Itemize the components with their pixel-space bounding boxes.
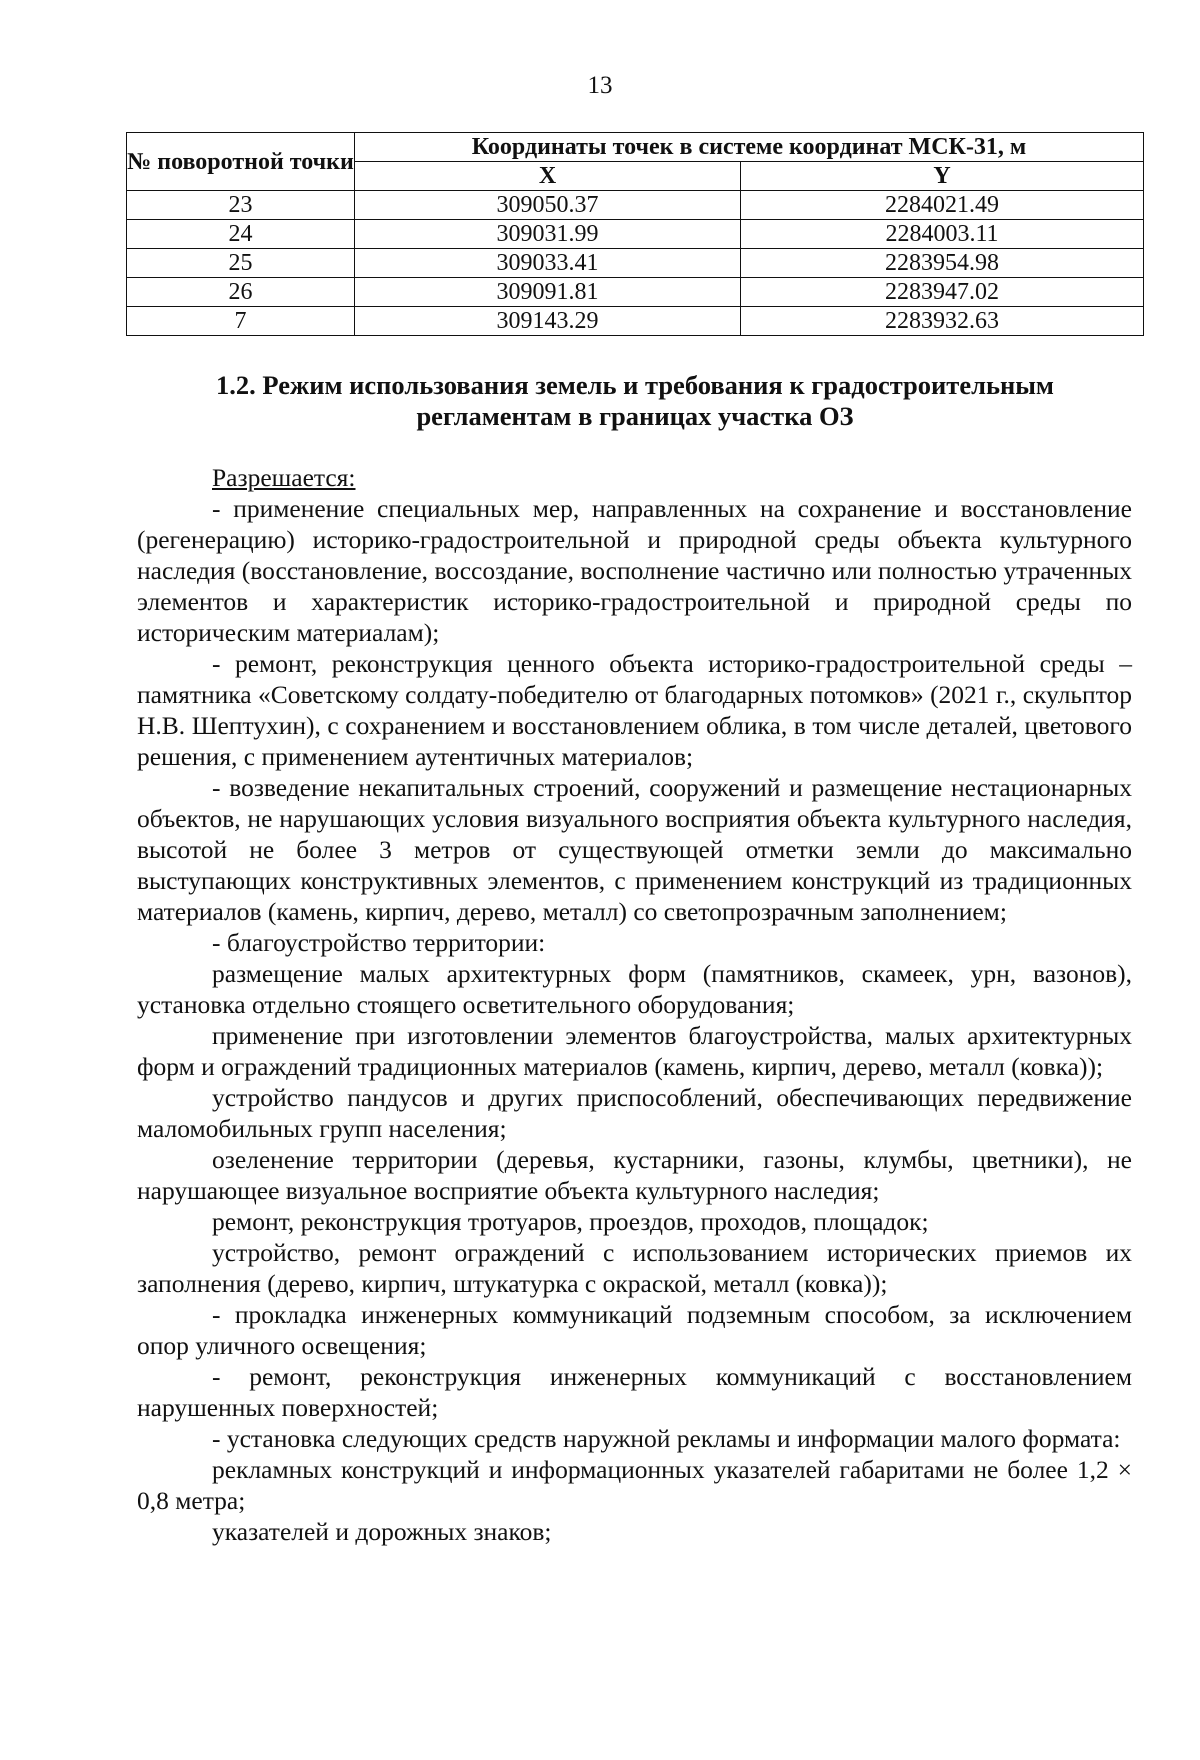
x-cell: 309031.99 (355, 220, 741, 249)
table-row (127, 191, 1144, 220)
section-heading (126, 370, 1144, 432)
paragraph: ремонт, реконструкция тротуаров, проездов, проходов, площадок; (212, 1207, 929, 1236)
paragraph: - ремонт, реконструкция инженерных коммуникаций с восстановлением нарушенных поверхностей; (137, 1362, 1132, 1422)
table-row (127, 278, 1144, 307)
section-heading-line1: 1.2. Режим использования земель и требования к градостроительным (216, 370, 1054, 400)
point-cell: 25 (127, 249, 355, 278)
paragraph: - прокладка инженерных коммуникаций подземным способом, за исключением опор уличного освещения; (137, 1300, 1132, 1360)
point-cell: 24 (127, 220, 355, 249)
table-row (127, 249, 1144, 278)
paragraph: устройство, ремонт ограждений с использованием исторических приемов их заполнения (дерево, кирпич, штукатурка с окраской, металл (ковка)); (137, 1238, 1132, 1298)
permitted-label: Разрешается: (212, 463, 356, 492)
paragraph: применение при изготовлении элементов благоустройства, малых архитектурных форм и ограждений традиционных материалов (камень, кирпич, дерево, металл (ковка)); (137, 1021, 1132, 1081)
header-coordinates: Координаты точек в системе координат МСК-31, м (355, 133, 1144, 162)
page-number: 13 (587, 72, 613, 99)
header-point-number: № поворотной точки (127, 133, 355, 191)
paragraph: - ремонт, реконструкция ценного объекта историко-градостроительной среды – памятника «Советскому солдату-победителю от благодарных потомков» (2021 г., скульптор Н.В. Шептухин), с сохранением и восстановлением облика, в том числе деталей, цветового решения, с применением аутентичных материалов; (137, 649, 1132, 771)
x-cell: 309033.41 (355, 249, 741, 278)
paragraph: - применение специальных мер, направленных на сохранение и восстановление (регенерацию) историко-градостроительной и природной среды объекта культурного наследия (восстановление, воссоздание, восполнение частично или полностью утраченных элементов и характеристик историко-градостроительной и природной среды по историческим материалам); (137, 494, 1132, 647)
x-cell: 309050.37 (355, 191, 741, 220)
y-cell: 2283932.63 (741, 307, 1144, 336)
table-row (127, 220, 1144, 249)
x-cell: 309143.29 (355, 307, 741, 336)
paragraph: рекламных конструкций и информационных указателей габаритами не более 1,2 × 0,8 метра; (137, 1455, 1132, 1515)
paragraph: - возведение некапитальных строений, сооружений и размещение нестационарных объектов, не нарушающих условия визуального восприятия объекта культурного наследия, высотой не более 3 метров от существующей отметки земли до максимально выступающих конструктивных элементов, с применением конструкций из традиционных материалов (камень, кирпич, дерево, металл) со светопрозрачным заполнением; (137, 773, 1132, 926)
paragraph: устройство пандусов и других приспособлений, обеспечивающих передвижение маломобильных групп населения; (137, 1083, 1132, 1143)
paragraph: указателей и дорожных знаков; (212, 1517, 552, 1546)
section-heading-line2: регламентам в границах участка ОЗ (416, 401, 854, 431)
paragraph: - благоустройство территории: (212, 928, 546, 957)
paragraph: размещение малых архитектурных форм (памятников, скамеек, урн, вазонов), установка отдельно стоящего осветительного оборудования; (137, 959, 1132, 1019)
coordinates-table (126, 132, 1144, 336)
y-cell: 2284021.49 (741, 191, 1144, 220)
y-cell: 2283954.98 (741, 249, 1144, 278)
header-y: Y (741, 162, 1144, 191)
x-cell: 309091.81 (355, 278, 741, 307)
point-cell: 7 (127, 307, 355, 336)
y-cell: 2284003.11 (741, 220, 1144, 249)
table-row (127, 307, 1144, 336)
point-cell: 26 (127, 278, 355, 307)
body-text (137, 462, 1132, 1547)
paragraph: озеленение территории (деревья, кустарники, газоны, клумбы, цветники), не нарушающее визуальное восприятие объекта культурного наследия; (137, 1145, 1132, 1205)
header-x: X (355, 162, 741, 191)
point-cell: 23 (127, 191, 355, 220)
y-cell: 2283947.02 (741, 278, 1144, 307)
table-header-row (127, 133, 1144, 162)
paragraph: - установка следующих средств наружной рекламы и информации малого формата: (212, 1424, 1121, 1453)
